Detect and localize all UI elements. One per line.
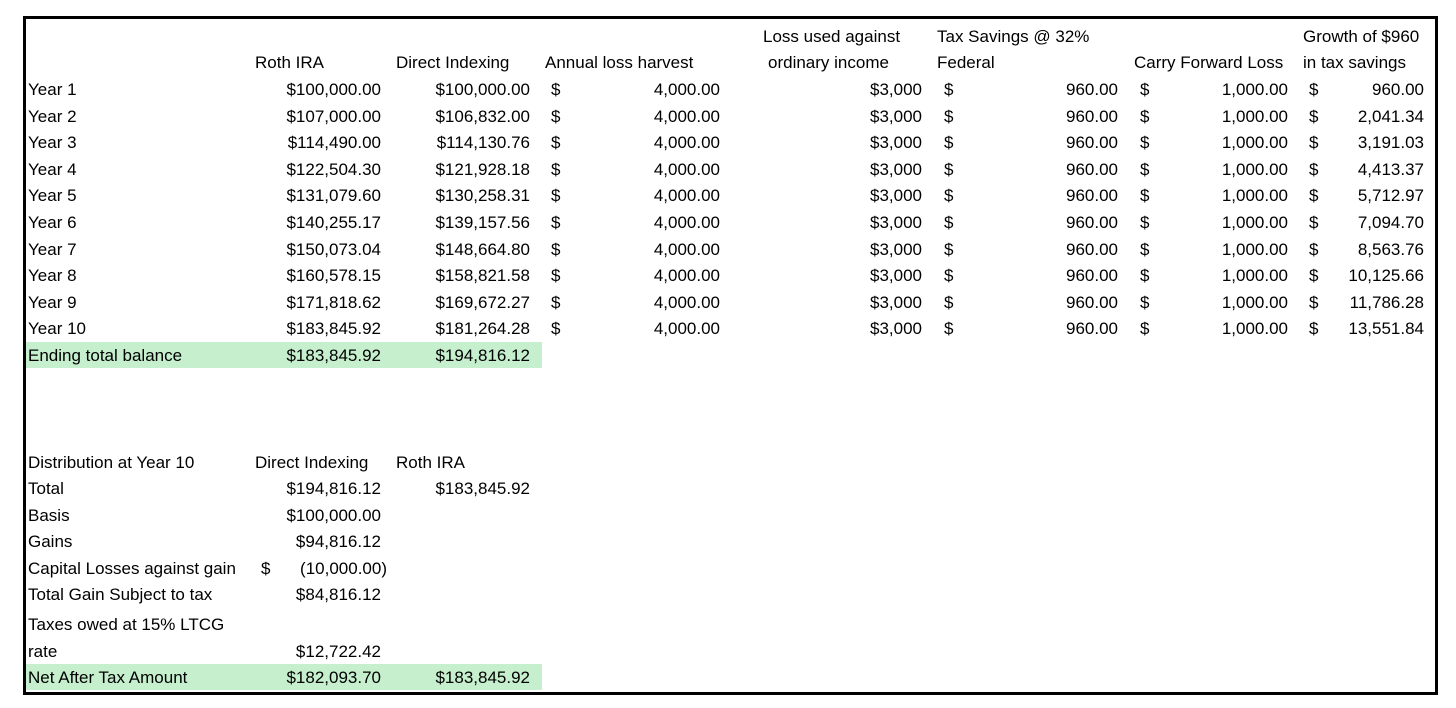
row-year-label: Year 2 (28, 106, 77, 126)
row-loss-used-value: $3,000 (870, 319, 922, 339)
row-growth-value: 10,125.66 (1348, 266, 1424, 286)
row-direct-value: $114,130.76 (436, 133, 530, 153)
row-year-label: Year 6 (28, 213, 77, 232)
row-tax-savings-currency: $ (944, 159, 954, 179)
row-growth-currency: $ (1309, 106, 1319, 126)
row-direct-value: $169,672.27 (435, 292, 530, 312)
row-roth-value: $107,000.00 (286, 106, 381, 126)
row-year-label: Year 9 (28, 292, 77, 312)
row-harvest-value: 4,000.00 (653, 266, 720, 286)
row-growth-value: 13,551.84 (1348, 319, 1424, 339)
distribution-net-label: Net After Tax Amount (28, 668, 188, 687)
row-harvest-value: 4,000.00 (653, 319, 720, 339)
row-carry-currency: $ (1140, 106, 1150, 126)
row-loss-used-value: $3,000 (870, 213, 922, 232)
row-growth-currency: $ (1309, 213, 1319, 232)
header-growth-line1: Growth of $960 (1303, 27, 1420, 46)
row-carry-value: 1,000.00 (1221, 213, 1288, 232)
row-growth-value: 2,041.34 (1357, 106, 1424, 126)
row-roth-value: $122,504.30 (286, 159, 381, 179)
header-direct-indexing: Direct Indexing (396, 53, 510, 72)
row-tax-savings-currency: $ (944, 186, 954, 206)
row-growth-currency: $ (1309, 186, 1319, 206)
distribution-basis-label: Basis (28, 506, 70, 525)
row-tax-savings-value: 960.00 (1066, 159, 1118, 179)
row-growth-currency: $ (1309, 319, 1319, 339)
row-loss-used-value: $3,000 (870, 239, 922, 259)
row-year-label: Year 10 (28, 319, 86, 339)
row-harvest-currency: $ (551, 159, 561, 179)
distribution-total-label: Total (28, 479, 64, 498)
distribution-taxes-owed-label-line1: Taxes owed at 15% LTCG (28, 615, 225, 634)
row-tax-savings-currency: $ (944, 133, 954, 153)
row-tax-savings-value: 960.00 (1066, 292, 1118, 312)
row-harvest-currency: $ (551, 319, 561, 339)
row-growth-currency: $ (1309, 80, 1319, 99)
row-growth-value: 11,786.28 (1349, 292, 1424, 312)
distribution-header-label: Distribution at Year 10 (28, 453, 195, 472)
row-carry-value: 1,000.00 (1221, 159, 1288, 179)
row-harvest-value: 4,000.00 (653, 239, 720, 259)
row-tax-savings-currency: $ (944, 106, 954, 126)
distribution-total-gain-label: Total Gain Subject to tax (28, 585, 213, 604)
distribution-capital-losses-currency: $ (261, 559, 271, 578)
row-loss-used-value: $3,000 (870, 266, 922, 286)
distribution-net-roth: $183,845.92 (435, 668, 530, 687)
distribution-header-roth: Roth IRA (396, 453, 465, 472)
row-growth-value: 7,094.70 (1357, 213, 1424, 232)
row-harvest-value: 4,000.00 (653, 213, 720, 232)
row-roth-value: $183,845.92 (286, 319, 381, 339)
distribution-total-direct: $194,816.12 (286, 479, 381, 498)
row-carry-currency: $ (1140, 159, 1150, 179)
row-direct-value: $121,928.18 (435, 159, 530, 179)
row-harvest-currency: $ (551, 106, 561, 126)
row-harvest-value: 4,000.00 (653, 159, 720, 179)
ending-balance-label: Ending total balance (28, 346, 183, 365)
row-harvest-currency: $ (551, 186, 561, 206)
row-roth-value: $160,578.15 (286, 266, 381, 286)
distribution-taxes-owed-label-line2: rate (28, 642, 58, 661)
row-carry-value: 1,000.00 (1221, 133, 1288, 153)
row-growth-value: 3,191.03 (1357, 133, 1424, 153)
distribution-basis-direct: $100,000.00 (286, 506, 381, 525)
row-tax-savings-currency: $ (944, 266, 954, 286)
row-loss-used-value: $3,000 (870, 133, 922, 153)
distribution-header-direct: Direct Indexing (255, 453, 369, 472)
row-carry-value: 1,000.00 (1221, 239, 1288, 259)
ending-roth-value: $183,845.92 (286, 346, 381, 365)
row-carry-currency: $ (1140, 213, 1150, 232)
row-year-label: Year 8 (28, 266, 77, 286)
distribution-gains-label: Gains (28, 532, 73, 551)
row-carry-currency: $ (1140, 80, 1150, 99)
header-roth-ira: Roth IRA (255, 53, 324, 72)
row-growth-currency: $ (1309, 266, 1319, 286)
header-carry-forward-loss: Carry Forward Loss (1134, 53, 1284, 72)
row-carry-value: 1,000.00 (1221, 292, 1288, 312)
ending-direct-value: $194,816.12 (435, 346, 530, 365)
row-loss-used-value: $3,000 (870, 186, 922, 206)
row-roth-value: $131,079.60 (286, 186, 381, 206)
row-carry-currency: $ (1140, 319, 1150, 339)
row-tax-savings-currency: $ (944, 213, 954, 232)
distribution-total-roth: $183,845.92 (435, 479, 530, 498)
row-roth-value: $171,818.62 (286, 292, 381, 312)
distribution-capital-losses-direct: (10,000.00) (300, 559, 387, 578)
row-harvest-value: 4,000.00 (653, 186, 720, 206)
distribution-gains-direct: $94,816.12 (295, 532, 381, 551)
row-tax-savings-value: 960.00 (1066, 80, 1118, 99)
row-growth-currency: $ (1309, 239, 1319, 259)
row-carry-value: 1,000.00 (1221, 80, 1288, 99)
row-tax-savings-currency: $ (944, 80, 954, 99)
row-carry-currency: $ (1140, 266, 1150, 286)
row-tax-savings-currency: $ (944, 239, 954, 259)
row-growth-currency: $ (1309, 159, 1319, 179)
row-direct-value: $148,664.80 (435, 239, 530, 259)
distribution-total-gain-direct: $84,816.12 (295, 585, 381, 604)
row-tax-savings-currency: $ (944, 319, 954, 339)
row-tax-savings-value: 960.00 (1066, 213, 1118, 232)
row-direct-value: $158,821.58 (435, 266, 530, 286)
row-roth-value: $100,000.00 (286, 80, 381, 99)
row-growth-value: 4,413.37 (1357, 159, 1424, 179)
row-carry-currency: $ (1140, 133, 1150, 153)
row-harvest-currency: $ (551, 266, 561, 286)
header-loss-used-line1: Loss used against (763, 27, 901, 46)
row-carry-value: 1,000.00 (1221, 266, 1288, 286)
row-tax-savings-currency: $ (944, 292, 954, 312)
row-tax-savings-value: 960.00 (1066, 186, 1118, 206)
distribution-net-direct: $182,093.70 (286, 668, 381, 687)
row-direct-value: $130,258.31 (435, 186, 530, 206)
row-roth-value: $140,255.17 (286, 213, 381, 232)
row-growth-value: 960.00 (1372, 80, 1424, 99)
row-harvest-currency: $ (551, 133, 561, 153)
row-roth-value: $150,073.04 (286, 239, 381, 259)
row-year-label: Year 3 (28, 133, 77, 153)
header-tax-savings-line1: Tax Savings @ 32% (937, 27, 1090, 46)
row-growth-value: 8,563.76 (1357, 239, 1424, 259)
row-loss-used-value: $3,000 (870, 106, 922, 126)
row-harvest-value: 4,000.00 (653, 133, 720, 153)
row-tax-savings-value: 960.00 (1066, 239, 1118, 259)
row-carry-currency: $ (1140, 239, 1150, 259)
row-roth-value: $114,490.00 (287, 133, 381, 153)
row-carry-currency: $ (1140, 186, 1150, 206)
row-loss-used-value: $3,000 (870, 80, 922, 99)
row-tax-savings-value: 960.00 (1066, 106, 1118, 126)
header-tax-savings-line2: Federal (937, 53, 995, 72)
row-direct-value: $139,157.56 (435, 213, 530, 232)
row-year-label: Year 4 (28, 159, 77, 179)
row-year-label: Year 1 (28, 80, 77, 99)
row-harvest-currency: $ (551, 80, 561, 99)
header-loss-used-line2: ordinary income (768, 53, 889, 72)
row-growth-currency: $ (1309, 292, 1319, 312)
row-harvest-currency: $ (551, 292, 561, 312)
row-harvest-value: 4,000.00 (653, 106, 720, 126)
row-year-label: Year 5 (28, 186, 77, 206)
header-annual-loss-harvest: Annual loss harvest (545, 53, 694, 72)
row-harvest-currency: $ (551, 213, 561, 232)
row-growth-currency: $ (1309, 133, 1319, 153)
row-year-label: Year 7 (28, 239, 77, 259)
row-harvest-value: 4,000.00 (653, 292, 720, 312)
row-harvest-currency: $ (551, 239, 561, 259)
row-tax-savings-value: 960.00 (1066, 266, 1118, 286)
row-tax-savings-value: 960.00 (1066, 319, 1118, 339)
row-loss-used-value: $3,000 (870, 292, 922, 312)
row-direct-value: $100,000.00 (435, 80, 530, 99)
header-growth-line2: in tax savings (1303, 53, 1406, 72)
row-direct-value: $181,264.28 (435, 319, 530, 339)
row-carry-currency: $ (1140, 292, 1150, 312)
distribution-capital-losses-label: Capital Losses against gain (28, 559, 236, 578)
row-carry-value: 1,000.00 (1221, 186, 1288, 206)
row-loss-used-value: $3,000 (870, 159, 922, 179)
row-carry-value: 1,000.00 (1221, 319, 1288, 339)
distribution-taxes-owed-direct: $12,722.42 (295, 642, 381, 661)
row-direct-value: $106,832.00 (435, 106, 530, 126)
row-growth-value: 5,712.97 (1357, 186, 1424, 206)
row-tax-savings-value: 960.00 (1066, 133, 1118, 153)
row-carry-value: 1,000.00 (1221, 106, 1288, 126)
row-harvest-value: 4,000.00 (653, 80, 720, 99)
